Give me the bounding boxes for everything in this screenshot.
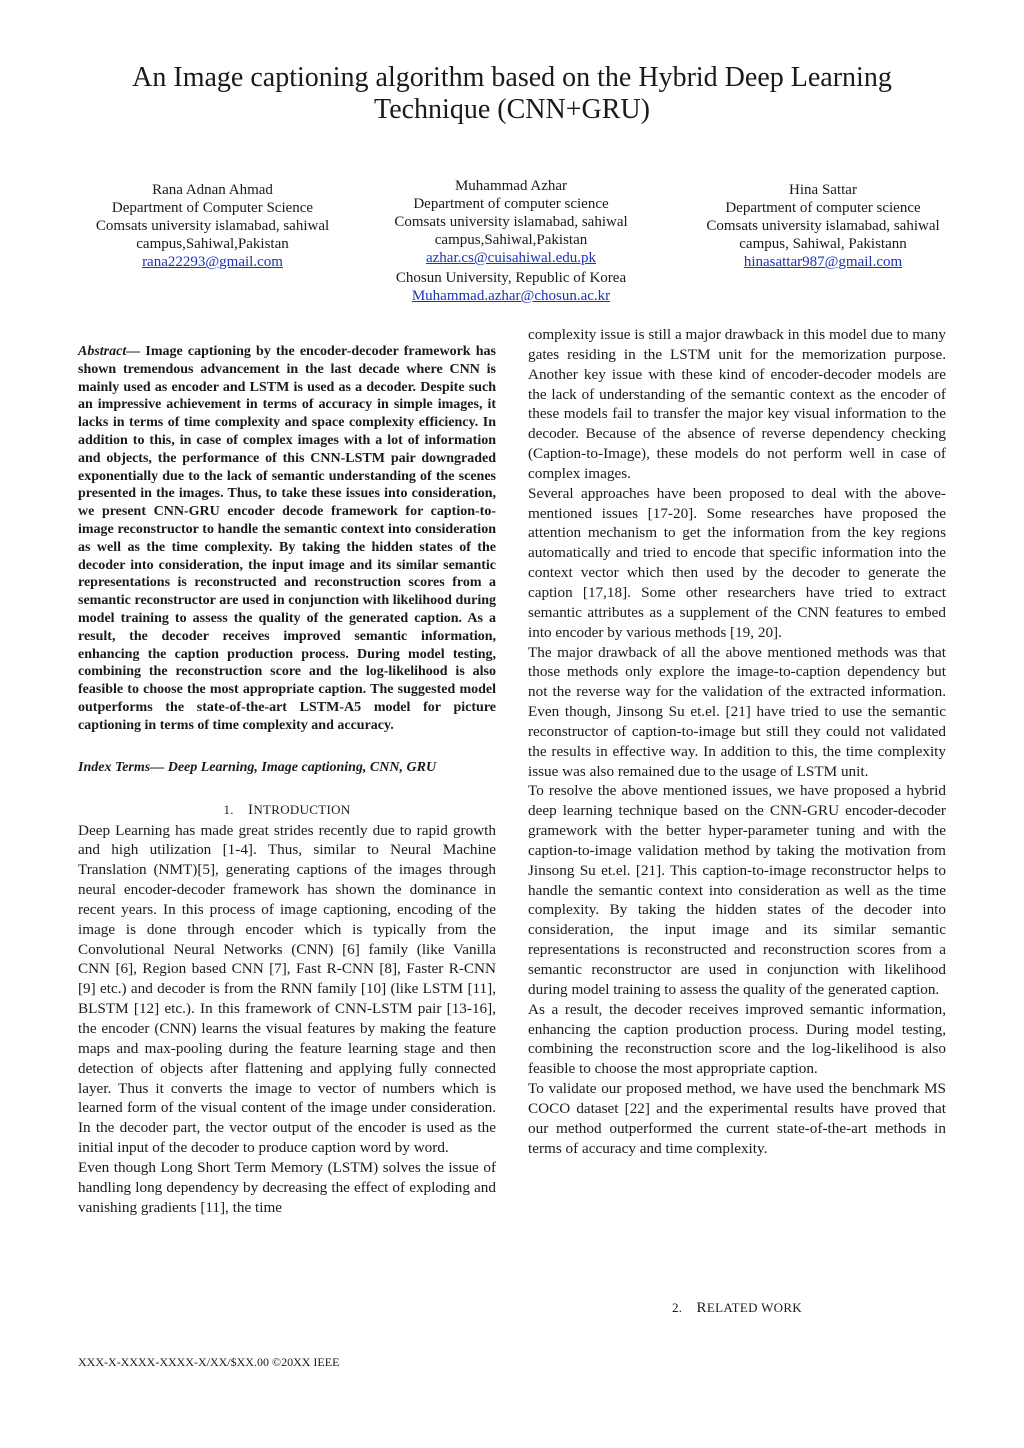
author-name: Rana Adnan Ahmad xyxy=(152,182,273,198)
section-heading-related-work xyxy=(528,1299,946,1317)
author-extra-email-link[interactable]: Muhammad.azhar@chosun.ac.kr xyxy=(411,288,611,304)
author-block-2 xyxy=(356,177,666,305)
body-paragraph: The major drawback of all the above mentioned methods was that those methods only explore the image-to-caption dependency but not the reverse way for the validation of the extracted information. Even though, Jinsong Su et.el. [21] have tried to use the semantic reconstructor of caption-to-image but still they could not validated the results in effective way. In addition to this, the time complexity issue was also remained due to the usage of LSTM unit. xyxy=(528,643,946,780)
author-email-link[interactable]: azhar.cs@cuisahiwal.edu.pk xyxy=(425,250,596,266)
right-column xyxy=(528,325,946,1158)
author-email-link[interactable]: hinasattar987@gmail.com xyxy=(743,254,903,270)
author-block-1 xyxy=(60,181,365,271)
author-email-link[interactable]: rana22293@gmail.com xyxy=(142,254,283,270)
index-terms: Index Terms— Deep Learning, Image captioning, CNN, GRU xyxy=(78,759,437,775)
abstract-lead: Abstract— xyxy=(78,344,141,359)
section-first-letter: R xyxy=(696,1300,707,1316)
title-line-1: An Image captioning algorithm based on the Hybrid Deep Learning xyxy=(132,62,892,93)
section-title-rest: NTRODUCTION xyxy=(253,801,351,817)
author-name: Hina Sattar xyxy=(789,182,857,198)
section-title-rest: ELATED WORK xyxy=(706,1300,802,1315)
paper-title xyxy=(90,62,934,126)
left-column xyxy=(78,327,496,1217)
author-campus: campus,Sahiwal,Pakistan xyxy=(136,236,289,252)
section-first-letter: I xyxy=(248,801,254,818)
author-university: Comsats university islamabad, sahiwal xyxy=(95,218,330,234)
copyright-footer: XXX-X-XXXX-XXXX-X/XX/$XX.00 ©20XX IEEE xyxy=(78,1355,340,1369)
body-paragraph: To validate our proposed method, we have used the benchmark MS COCO dataset [22] and the experimental results have proved that our method outperformed the current state-of-the-art methods in terms of accuracy and time complexity. xyxy=(528,1080,946,1157)
section-number: 1. xyxy=(223,801,234,817)
intro-paragraph-1: Deep Learning has made great strides recently due to rapid growth and high utilization [1-4]. Thus, similar to Neural Machine Translation (NMT)[5], generating captions of the images through neural encoder-decoder framework has shown the dominance in recent years. In this process of image captioning, encoding of the image is done through encoder which is typically from the Convolutional Neural Networks (CNN) [6] family (like Vanilla CNN [6], Region based CNN [7], Fast R-CNN [8], Faster R-CNN [9] etc.) and decoder is from the RNN family [10] (like LSTM [11], BLSTM [12] etc.). In this framework of CNN-LSTM pair [13-16], the encoder (CNN) learns the visual features by making the feature maps and max-pooling during the feature learning stage and then detection of objects after flattening and applying fully connected layer. Thus it converts the image to vector of numbers which is learned form of the visual content of the image under consideration. In the decoder part, the vector output of the encoder is used as the initial input of the decoder to produce caption word by word. xyxy=(78,821,496,1157)
body-paragraph: complexity issue is still a major drawback in this model due to many gates residing in the LSTM unit for the memorization purpose. Another key issue with these kind of encoder-decoder models are the lack of understanding of the semantic context as the encoder of these models fail to transfer the major key visual information to the decoder. Because of the absence of reverse dependency checking (Caption-to-Image), these models do not perform well in case of complex images. xyxy=(528,326,946,482)
author-university: Comsats university islamabad, sahiwal xyxy=(394,214,628,230)
body-paragraph: To resolve the above mentioned issues, we have proposed a hybrid deep learning technique based on the CNN-GRU encoder-decoder gramework with the better hyper-parameter tuning and with the caption-to-image validation method by taking the motivation from Jinsong Su et.el. [21]. This caption-to-image reconstructor helps to handle the semantic context into consideration as well as the time complexity. By taking the hidden states of the decoder into consideration, the input image and its similar semantic representations is reconstructed and reconstruction scores from a semantic reconstructor are used in conjunction with likelihood during model training to assess the quality of the generated caption. xyxy=(528,782,946,998)
author-block-3 xyxy=(672,181,974,271)
intro-paragraph-2: Even though Long Short Term Memory (LSTM) solves the issue of handling long dependency by decreasing the effect of exploding and vanishing gradients [11], the time xyxy=(78,1158,496,1216)
section-heading-introduction xyxy=(78,801,496,819)
body-paragraph: As a result, the decoder receives improved semantic information, enhancing the caption production process. During model testing, combining the reconstruction score and the log-likelihood is also feasible to choose the most appropriate caption. xyxy=(528,1000,946,1078)
author-department: Department of computer science xyxy=(725,200,921,216)
abstract-text: Image captioning by the encoder-decoder framework has shown tremendous advancement in the last decade where CNN is mainly used as encoder and LSTM is used as a decoder. Despite such an impressive achievement in terms of accuracy in simple images, it lacks in terms of time complexity and space complexity efficiency. In addition to this, in case of complex images with a lot of information and objects, the performance of this CNN-LSTM pair downgraded exponentially due to the lack of semantic understanding of the scenes presented in the images. Thus, to take these issues into consideration, we present CNN-GRU encoder decode framework for caption-to-image reconstructor to handle the semantic context into consideration as well as the time complexity. By taking the hidden states of the decoder into consideration, the input image and its similar semantic representations is reconstructed and reconstruction scores from a semantic reconstructor are used in conjunction with likelihood during model training to assess the quality of the generated caption. As a result, the decoder receives improved semantic information, enhancing the caption production process. During model testing, combining the reconstruction score and the log-likelihood is also feasible to choose the most appropriate caption. The suggested model outperforms the state-of-the-art LSTM-A5 model for picture captioning in terms of time complexity and accuracy. xyxy=(78,344,496,733)
author-department: Department of computer science xyxy=(413,196,609,212)
author-campus: campus, Sahiwal, Pakistann xyxy=(739,236,907,252)
section-number: 2. xyxy=(671,1300,683,1315)
author-department: Department of Computer Science xyxy=(111,200,314,216)
abstract xyxy=(78,343,496,735)
author-name: Muhammad Azhar xyxy=(454,178,568,194)
author-extra-affiliation: Chosun University, Republic of Korea xyxy=(395,270,627,286)
title-line-2: Technique (CNN+GRU) xyxy=(374,94,650,125)
author-campus: campus,Sahiwal,Pakistan xyxy=(434,232,588,248)
author-university: Comsats university islamabad, sahiwal xyxy=(706,218,940,234)
body-paragraph: Several approaches have been proposed to deal with the above-mentioned issues [17-20]. Some researches have proposed the attention mechanism to get the information from the key regions automatically and tried to encode that specific information into the context vector which then used by the decoder to generate the caption [17,18]. Some other researchers have tried to extract semantic attributes as a supplement of the CNN features to embed into encoder by various methods [19, 20]. xyxy=(528,484,946,641)
